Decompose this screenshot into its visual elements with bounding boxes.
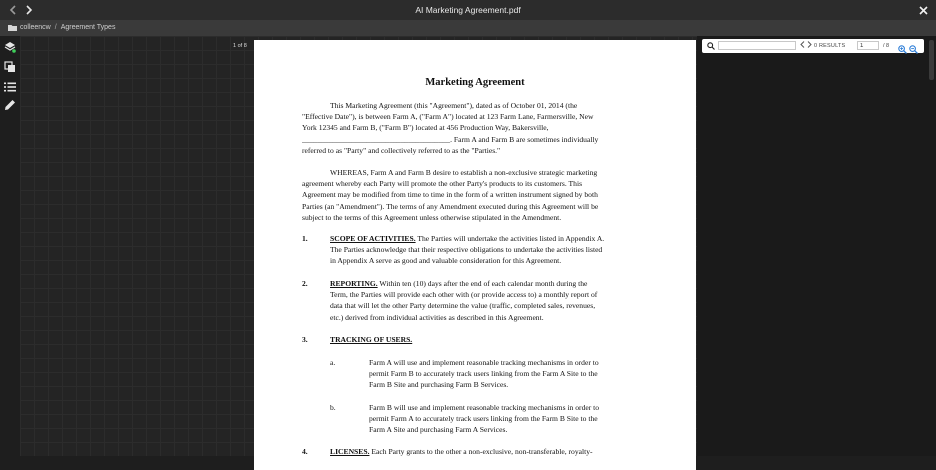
section-heading: SCOPE OF ACTIVITIES. — [330, 234, 416, 243]
list-icon — [4, 81, 16, 93]
text-line: This Marketing Agreement (this "Agreement"), dated as of October 01, 2014 (the — [330, 101, 578, 110]
close-button[interactable] — [916, 3, 930, 17]
breadcrumb-item-folder[interactable]: Agreement Types — [60, 24, 116, 31]
section-number: 1. — [302, 234, 308, 243]
next-result-button[interactable] — [807, 41, 812, 48]
previous-result-button[interactable] — [800, 41, 805, 48]
breadcrumb-item-user[interactable]: colleencw — [20, 24, 51, 31]
zoom-in-icon — [898, 45, 907, 54]
text-line: Farm A will use and implement reasonable tracking mechanisms in order to — [369, 358, 599, 367]
breadcrumb-separator: / — [54, 24, 57, 31]
layers-button[interactable] — [4, 40, 16, 52]
right-panel — [697, 36, 936, 456]
search-icon — [707, 42, 715, 50]
document-title: Marketing Agreement — [425, 77, 525, 88]
close-icon — [919, 6, 928, 15]
subsection-letter: b. — [330, 403, 336, 412]
scrollbar[interactable] — [929, 40, 934, 80]
left-tool-rail — [0, 36, 20, 456]
text-line: data that will let the other Party determine the value (traffic, completed sales, revenues, — [330, 301, 596, 311]
layers-icon — [4, 41, 16, 53]
text-line: Parties (an "Amendment"). The terms of any Amendment executed during this Agreement will be — [302, 201, 599, 211]
text-line: in Appendix A serve as good and valuable consideration for this Agreement. — [330, 256, 562, 266]
zoom-in-button[interactable] — [898, 41, 907, 59]
search-nav — [800, 41, 812, 50]
outline-button[interactable] — [4, 80, 16, 92]
text-line: etc.) derived from individual activities as described in this Agreement. — [330, 312, 544, 322]
text-line: WHEREAS, Farm A and Farm B desire to establish a non-exclusive strategic marketing — [330, 168, 598, 177]
status-dot — [12, 49, 16, 53]
pen-icon — [4, 99, 16, 111]
text-line: The Parties acknowledge that their respective obligations to undertake the activities listed — [330, 245, 603, 255]
text-line: permit Farm B to accurately track users linking from the Farm A Site to the — [369, 369, 598, 379]
text-line: Farm A Site and purchasing Farm A Services. — [369, 425, 508, 435]
section-number: 3. — [302, 335, 308, 344]
text-line: York 12345 and Farm B, ("Farm B") located at 456 Production Way, Bakersville, — [302, 123, 549, 133]
text-line: Farm B Site and purchasing Farm B Services. — [369, 380, 509, 390]
zoom-out-button[interactable] — [909, 41, 918, 59]
text-line: Agreement may be modified from time to time in the form of a written instrument signed by both — [302, 190, 598, 200]
text-line: Farm B will use and implement reasonable tracking mechanisms in order to — [369, 403, 600, 412]
zoom-out-icon — [909, 45, 918, 54]
breadcrumb — [0, 20, 936, 36]
page-number-input[interactable] — [857, 41, 879, 50]
text-line: _______________________________________. Farm A and Farm B are sometimes individually — [302, 134, 599, 144]
text-line: referred to as "Party" and collectively referred to as the "Parties." — [302, 145, 501, 155]
search-results-count: 0 RESULTS — [814, 42, 846, 49]
section-number: 2. — [302, 279, 308, 288]
search-toolbar — [702, 39, 924, 53]
annotate-button[interactable] — [4, 98, 16, 110]
section-heading: TRACKING OF USERS. — [330, 335, 413, 344]
search-input[interactable] — [718, 41, 796, 50]
whereas-paragraph — [302, 167, 648, 223]
copy-icon — [4, 61, 16, 73]
text-line: Term, the Parties will provide each other with (or provide access to) a monthly report of — [330, 290, 598, 300]
text-line: subject to the terms of this Agreement unless otherwise stipulated in the Amendment. — [302, 212, 562, 222]
text-line: "Effective Date"), is between Farm A, ("Farm A") located at 123 Farm Lane, Farmersville, New — [302, 112, 594, 122]
total-pages: / 8 — [883, 42, 890, 49]
subsection-letter: a. — [330, 358, 336, 367]
section-number: 4. — [302, 447, 308, 456]
text-line: permit Farm A to accurately track users linking from the Farm B Site to the — [369, 414, 598, 424]
pdf-page: Marketing Agreement This Marketing Agreement (this "Agreement"), dated as of October 01, 2014 (the "Effective Date"), is between Farm A, ("Farm A") located at 123 Farm Lane, Farmersville, New York 12345 and Farm B, ("Farm B") located at 456 Production Way, Bakersville, _______________________________________. Farm A and Farm B are sometimes individually referred to as "Party" and collectively referred to as the "Parties." WHEREAS, Farm A and Farm B desire to establish a non-exclusive strategic marketing agreement whereby each Party will promote the other Party's products to its customers. This Agreement may be modified from time to time in the form of a written instrument signed by both Parties (an "Amendment"). The terms of any Amendment executed during this Agreement will be subject to the terms of this Agreement unless otherwise stipulated in the Amendment. 1. SCOPE OF ACTIVITIES. The Parties will undertake the activities listed in Appendix A. The Parties acknowledge that their respective obligations to undertake the activities listed in Appendix A serve as good and valuable consideration for this Agreement. 2. REPORTING. Within ten (10) days after the end of each calendar month during the Term, the Parties will provide each other with (or provide access to) a monthly report of data that will let the other Party determine the value (traffic, completed sales, revenues, etc.) derived from individual activities as described in this Agreement. 3. TRACKING OF USERS. a. Farm A will use and implement reasonable tracking mechanisms in order to permit Farm B to accurately track users linking from the Farm A Site to the Farm B Site and purchasing Farm B Services. b. Farm B will use and implement reasonable tracking mechanisms in order to permit Farm A to accurately track users linking from the Farm B Site to the Farm A Site and purchasing Farm A Services. 4. LICENSES. Each Party grants to the other a non-exclusive, non-transferable, royalty- — [254, 40, 696, 470]
intro-paragraph — [302, 100, 648, 156]
section-heading: REPORTING. — [330, 279, 378, 288]
page-indicator: 1 of 8 — [233, 43, 247, 49]
text-line: agreement whereby each Party will promote the other Party's products to its customers. This — [302, 179, 583, 189]
title-bar — [0, 0, 936, 20]
folder-icon — [8, 24, 17, 31]
copy-button[interactable] — [4, 60, 16, 72]
window-title: AI Marketing Agreement.pdf — [415, 5, 521, 15]
section-heading: LICENSES. — [330, 447, 370, 456]
